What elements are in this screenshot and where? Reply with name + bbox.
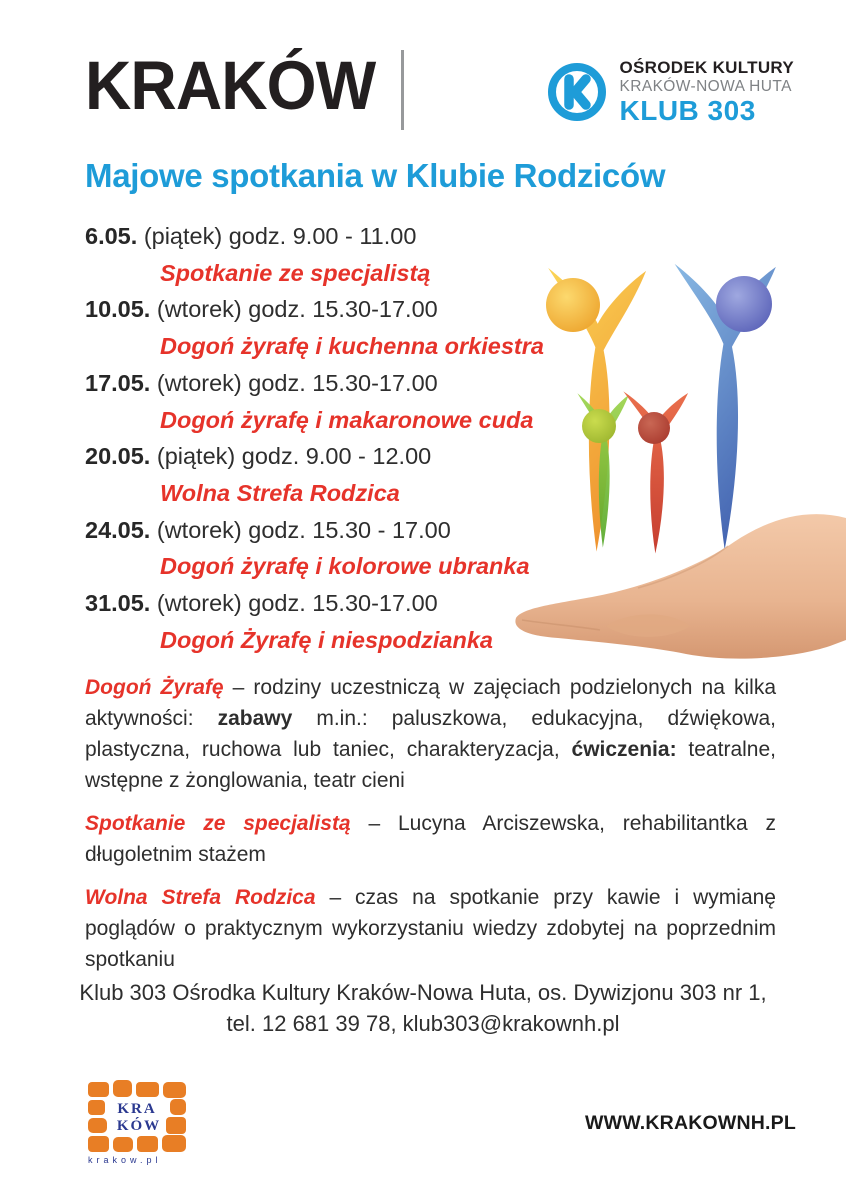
event-time: (wtorek) godz. 15.30-17.00 (156, 369, 438, 396)
description-dogon-zyrafe: Dogoń Żyrafę – rodziny uczestniczą w zajęciach podzielonych na kilka aktywności: zabawy m.in.: paluszkowa, edukacyjna, dźwiękowa, plastyczna, ruchowa lub taniec, charakteryzacja, ćwiczenia: teatralne, wstępne z żonglowania, teatr cieni (85, 676, 777, 792)
header-divider (401, 50, 404, 130)
krakow-city-logo (86, 1080, 198, 1166)
schedule-row (85, 365, 544, 402)
city-logo-caption: krakow.pl (88, 1155, 162, 1165)
schedule-list (85, 218, 544, 658)
city-logo-line-2: KÓW (116, 1118, 162, 1134)
event-title: Dogoń żyrafę i kolorowe ubranka (160, 553, 530, 580)
page-title: Majowe spotkania w Klubie Rodziców (85, 157, 666, 194)
event-title: Dogoń żyrafę i makaronowe cuda (160, 406, 534, 433)
address-line-2: tel. 12 681 39 78, klub303@krakownh.pl (226, 1011, 620, 1036)
header (85, 47, 794, 130)
schedule-row (85, 585, 544, 622)
description-lead: Dogoń Żyrafę (85, 676, 224, 699)
event-title: Dogoń żyrafę i kuchenna orkiestra (160, 333, 544, 360)
description-lead: Wolna Strefa Rodzica (85, 886, 316, 909)
event-date: 17.05. (85, 369, 151, 396)
org-line-3: KLUB 303 (619, 95, 756, 126)
figure-red (623, 391, 688, 553)
event-time: (wtorek) godz. 15.30-17.00 (156, 590, 438, 617)
klub303-brand (547, 58, 795, 126)
schedule-row (85, 512, 544, 549)
schedule-row (85, 218, 544, 255)
description-spotkanie: Spotkanie ze specjalistą – Lucyna Arciszewska, rehabilitantka z długoletnim stażem (85, 812, 776, 866)
description-wolna-strefa: Wolna Strefa Rodzica – czas na spotkanie przy kawie i wymianę poglądów o praktycznym wykorzystaniu wiedzy zdobytej na poprzednim spotkaniu (85, 886, 776, 971)
address-line-1: Klub 303 Ośrodka Kultury Kraków-Nowa Huta, os. Dywizjonu 303 nr 1, (79, 980, 767, 1005)
description-section (85, 672, 776, 987)
contact-address (0, 977, 846, 1039)
event-time: (wtorek) godz. 15.30-17.00 (156, 296, 438, 323)
org-name (620, 58, 795, 126)
schedule-row (85, 438, 544, 475)
event-time: (piątek) godz. 9.00 - 11.00 (143, 223, 417, 249)
event-title: Spotkanie ze specjalistą (160, 259, 431, 286)
event-date: 24.05. (85, 516, 151, 543)
figure-blue (675, 264, 776, 550)
event-title: Dogoń Żyrafę i niespodzianka (160, 626, 493, 653)
city-logo-line-1: KRA (117, 1101, 157, 1117)
event-date: 31.05. (85, 590, 151, 617)
event-date: 6.05. (85, 223, 138, 249)
event-title: Wolna Strefa Rodzica (160, 479, 400, 506)
figure-green (577, 393, 628, 547)
org-line-2: KRAKÓW-NOWA HUTA (619, 78, 792, 95)
krakow-brand (85, 47, 404, 130)
open-hand (515, 514, 846, 658)
klub303-k-icon (547, 62, 607, 122)
krakow-wordmark: KRAKÓW (85, 47, 376, 124)
event-time: (piątek) godz. 9.00 - 12.00 (156, 443, 432, 470)
event-time: (wtorek) godz. 15.30 - 17.00 (156, 516, 451, 543)
event-date: 20.05. (85, 443, 151, 470)
description-lead: Spotkanie ze specjalistą (85, 812, 351, 835)
event-date: 10.05. (85, 296, 151, 323)
schedule-row (85, 291, 544, 328)
org-line-1: OŚRODEK KULTURY (619, 58, 794, 77)
website-url: WWW.KRAKOWNH.PL (585, 1112, 796, 1134)
